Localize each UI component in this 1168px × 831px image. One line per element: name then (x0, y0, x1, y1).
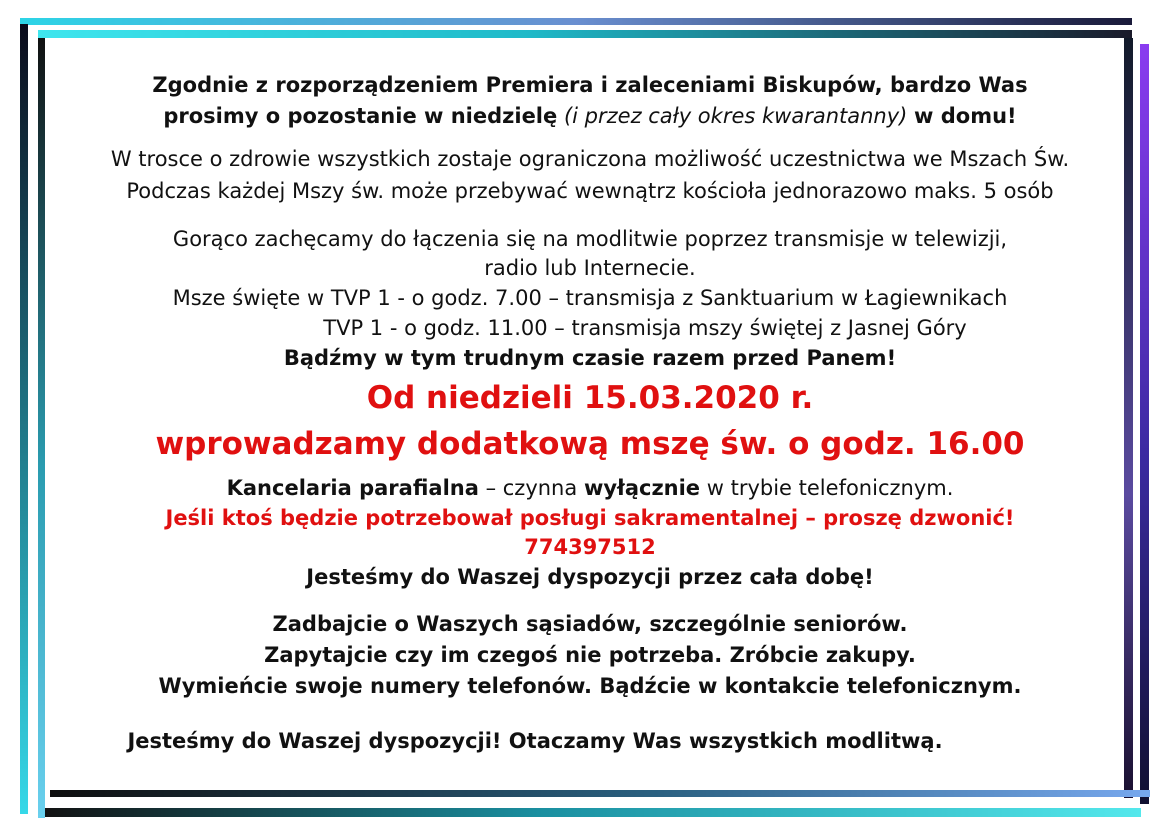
broadcasts-line5: Bądźmy w tym trudnym czasie razem przed Panem! (283, 346, 897, 370)
stay-home-line1: Zgodnie z rozporządzeniem Premiera i zaleceniami Biskupów, bardzo Was (152, 73, 1028, 97)
broadcasts-line2: radio lub Internecie. (484, 256, 696, 280)
broadcasts-line1: Gorąco zachęcamy do łączenia się na modlitwie poprzez transmisje w telewizji, (172, 227, 1008, 251)
paragraph-office (60, 473, 1120, 594)
office-availability: Jesteśmy do Waszej dyspozycji przez cała dobę! (306, 565, 874, 589)
neighbors-line3: Wymieńcie swoje numery telefonów. Bądźcie w kontakcie telefonicznym. (158, 674, 1022, 698)
stay-home-line2-end: w domu! (914, 104, 1017, 128)
announcement-extra-mass (60, 375, 1120, 467)
neighbors-line1: Zadbajcie o Waszych sąsiadów, szczególnie seniorów. (272, 612, 908, 636)
frame-bar-left-inner (38, 38, 45, 818)
frame-bar-right-outer (1140, 44, 1149, 804)
frame-bar-bottom-inner (50, 790, 1150, 797)
office-text1: – czynna (485, 476, 578, 500)
office-text2: w trybie telefonicznym. (706, 476, 954, 500)
frame-bar-top-outer (20, 18, 1132, 25)
broadcasts-line4: TVP 1 - o godz. 11.00 – transmisja mszy świętej z Jasnej Góry (323, 316, 967, 340)
paragraph-limits (60, 142, 1120, 206)
frame-bar-left-outer (20, 24, 28, 814)
neighbors-line2: Zapytajcie czy im czegoś nie potrzeba. Zróbcie zakupy. (264, 643, 916, 667)
announcement-line2: wprowadzamy dodatkową mszę św. o godz. 16.00 (155, 426, 1025, 462)
limits-line1: W trosce o zdrowie wszystkich zostaje ograniczona możliwość uczestnictwa we Mszach Św. (110, 147, 1070, 171)
frame-bar-top-inner (38, 30, 1132, 38)
frame-bar-right-inner (1124, 38, 1133, 798)
stay-home-line2-start: prosimy o pozostanie w niedzielę (163, 104, 558, 128)
paragraph-broadcasts (60, 225, 1120, 373)
office-call-line: Jeśli ktoś będzie potrzebował posługi sakramentalnej – proszę dzwonić! (165, 506, 1015, 530)
notice-content (60, 70, 1120, 757)
paragraph-neighbors (60, 609, 1120, 702)
frame-bar-bottom-outer (45, 808, 1141, 817)
announcement-line1: Od niedzieli 15.03.2020 r. (366, 380, 814, 416)
stay-home-line2-italic: (i przez cały okres kwarantanny) (563, 104, 908, 128)
paragraph-stay-home (60, 70, 1120, 132)
stay-home-line2 (60, 101, 1120, 132)
office-line (60, 473, 1120, 504)
office-phone: 774397512 (524, 535, 656, 559)
office-emphasis: wyłącznie (583, 476, 701, 500)
limits-line2: Podczas każdej Mszy św. może przebywać wewnątrz kościoła jednorazowo maks. 5 osób (126, 179, 1054, 203)
closing-line: Jesteśmy do Waszej dyspozycji! Otaczamy Was wszystkich modlitwą. (127, 729, 943, 753)
office-label: Kancelaria parafialna (226, 476, 479, 500)
broadcasts-line3: Msze święte w TVP 1 - o godz. 7.00 – transmisja z Sanktuarium w Łagiewnikach (172, 286, 1008, 310)
